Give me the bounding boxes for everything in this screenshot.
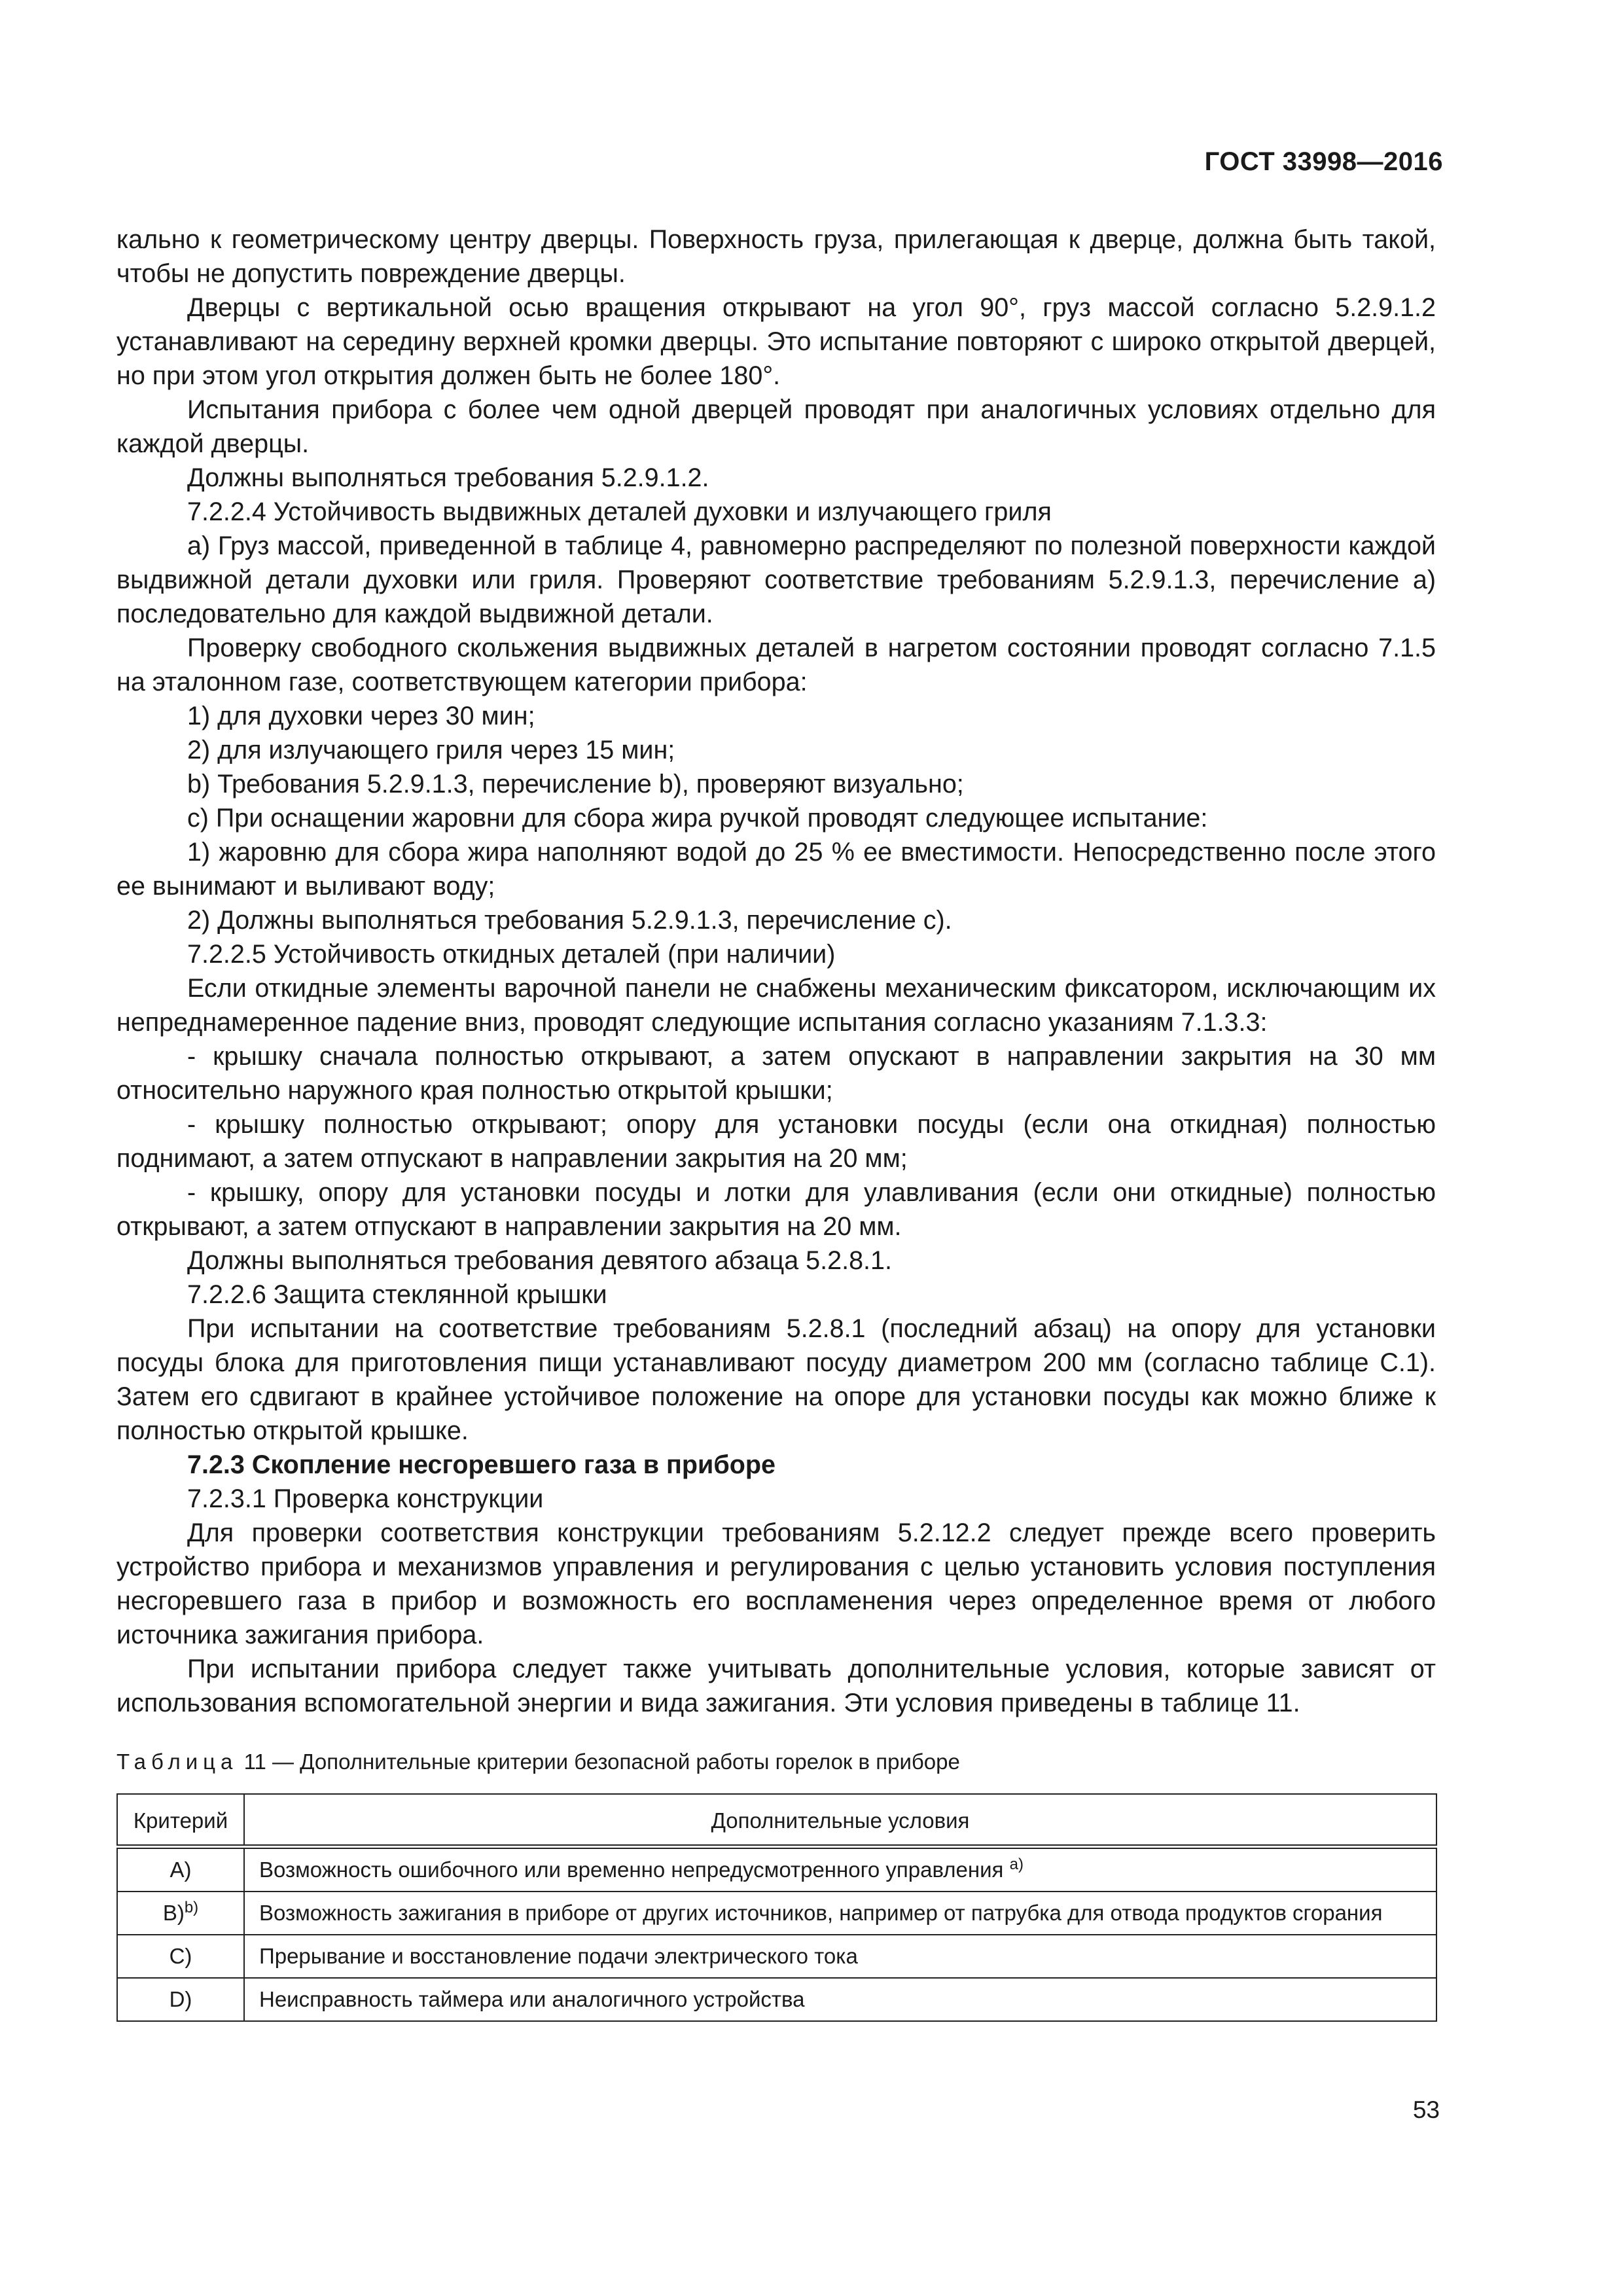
criterion-text: C) <box>169 1944 192 1968</box>
page-number: 53 <box>1412 2096 1440 2123</box>
paragraph: а) Груз массой, приведенной в таблице 4, равномерно распределяют по полезной поверхности каждой выдвижной детали духовки или гриля. Проверяют соответствие требованиям 5.2.9.1.3, перечисление а) последовательно для каждой выдвижной детали. <box>116 531 1436 628</box>
paragraph: Если откидные элементы варочной панели не снабжены механическим фиксатором, исключающим их непреднамеренное падение вниз, проводят следующие испытания согласно указаниям 7.1.3.3: <box>116 974 1436 1037</box>
list-item: - крышку полностью открывают; опору для установки посуды (если она откидная) полностью поднимают, а затем отпускают в направлении закрытия на 20 мм; <box>116 1110 1436 1173</box>
condition-text: Возможность зажигания в приборе от других источников, например от патрубка для отвода продуктов сгорания <box>259 1901 1383 1925</box>
column-header-conditions: Дополнительные условия <box>244 1794 1436 1847</box>
condition-footnote: а) <box>1009 1856 1024 1873</box>
section-heading-bold: 7.2.3 Скопление несгоревшего газа в приборе <box>187 1450 776 1479</box>
table-caption-text: 11 — Дополнительные критерии безопасной работы горелок в приборе <box>243 1749 960 1774</box>
document-header: ГОСТ 33998—2016 <box>1204 147 1443 176</box>
paragraph: Дверцы с вертикальной осью вращения открывают на угол 90°, груз массой согласно 5.2.9.1.2 устанавливают на середину верхней кромки дверцы. Это испытание повторяют с широко открытой дверцей, но при этом угол открытия должен быть не более 180°. <box>116 293 1436 390</box>
list-item: b) Требования 5.2.9.1.3, перечисление b), проверяют визуально; <box>187 770 964 798</box>
condition-text: Возможность ошибочного или временно непредусмотренного управления <box>259 1857 1004 1882</box>
table-header-row <box>117 1794 1436 1847</box>
criterion-cell <box>117 1847 244 1892</box>
body-text <box>116 223 1436 1720</box>
paragraph: Должны выполняться требования 5.2.9.1.2. <box>187 463 709 492</box>
table-row <box>117 1978 1436 2021</box>
page-content <box>116 223 1436 2022</box>
criterion-cell <box>117 1892 244 1935</box>
table-row <box>117 1935 1436 1978</box>
criterion-cell <box>117 1935 244 1978</box>
paragraph: При испытании прибора следует также учитывать дополнительные условия, которые зависят от использования вспомогательной энергии и вида зажигания. Эти условия приведены в таблице 11. <box>116 1655 1436 1717</box>
table-row <box>117 1847 1436 1892</box>
condition-text: Неисправность таймера или аналогичного устройства <box>259 1987 805 2011</box>
list-item: - крышку, опору для установки посуды и лотки для улавливания (если они откидные) полностью открывают, а затем отпускают в направлении закрытия на 20 мм. <box>116 1178 1436 1241</box>
paragraph: Проверку свободного скольжения выдвижных деталей в нагретом состоянии проводят согласно 7.1.5 на эталонном газе, соответствующем категории прибора: <box>116 634 1436 696</box>
table-row <box>117 1892 1436 1935</box>
list-item: 2) Должны выполняться требования 5.2.9.1.3, перечисление с). <box>187 906 952 935</box>
condition-cell <box>244 1935 1436 1978</box>
paragraph: Должны выполняться требования девятого абзаца 5.2.8.1. <box>187 1246 892 1275</box>
list-item: - крышку сначала полностью открывают, а затем опускают в направлении закрытия на 30 мм относительно наружного края полностью открытой крышки; <box>116 1042 1436 1105</box>
paragraph: кально к геометрическому центру дверцы. Поверхность груза, прилегающая к дверце, должна быть такой, чтобы не допустить повреждение дверцы. <box>116 225 1436 288</box>
condition-cell <box>244 1847 1436 1892</box>
paragraph: Испытания прибора с более чем одной дверцей проводят при аналогичных условиях отдельно для каждой дверцы. <box>116 395 1436 458</box>
list-item: 2) для излучающего гриля через 15 мин; <box>187 736 675 764</box>
section-heading: 7.2.2.6 Защита стеклянной крышки <box>187 1280 607 1309</box>
list-item: 1) для духовки через 30 мин; <box>187 702 535 730</box>
criterion-cell <box>117 1978 244 2021</box>
column-header-criterion: Критерий <box>117 1794 244 1847</box>
section-heading: 7.2.2.5 Устойчивость откидных деталей (при наличии) <box>187 940 836 969</box>
criterion-footnote: b) <box>184 1899 199 1916</box>
paragraph: Для проверки соответствия конструкции требованиям 5.2.12.2 следует прежде всего проверить устройство прибора и механизмов управления и регулирования с целью установить условия поступления несгоревшего газа в прибор и возможность его воспламенения через определенное время от любого источника зажигания прибора. <box>116 1518 1436 1649</box>
paragraph: При испытании на соответствие требованиям 5.2.8.1 (последний абзац) на опору для установки посуды блока для приготовления пищи устанавливают посуду диаметром 200 мм (согласно таблице С.1). Затем его сдвигают в крайнее устойчивое положение на опоре для установки посуды как можно ближе к полностью открытой крышке. <box>116 1314 1436 1445</box>
criterion-text: B) <box>162 1901 185 1925</box>
criterion-text: D) <box>169 1987 192 2011</box>
section-heading: 7.2.3.1 Проверка конструкции <box>187 1484 544 1513</box>
criterion-text: A) <box>169 1857 192 1882</box>
section-heading: 7.2.2.4 Устойчивость выдвижных деталей духовки и излучающего гриля <box>187 497 1052 526</box>
condition-text: Прерывание и восстановление подачи электрического тока <box>259 1944 858 1968</box>
list-item: c) При оснащении жаровни для сбора жира ручкой проводят следующее испытание: <box>187 804 1208 833</box>
condition-cell <box>244 1978 1436 2021</box>
table-caption <box>116 1749 1436 1775</box>
list-item: 1) жаровню для сбора жира наполняют водой до 25 % ее вместимости. Непосредственно после этого ее вынимают и выливают воду; <box>116 838 1436 901</box>
table-caption-prefix: Таблица <box>116 1749 238 1774</box>
condition-cell <box>244 1892 1436 1935</box>
criteria-table <box>116 1793 1437 2022</box>
